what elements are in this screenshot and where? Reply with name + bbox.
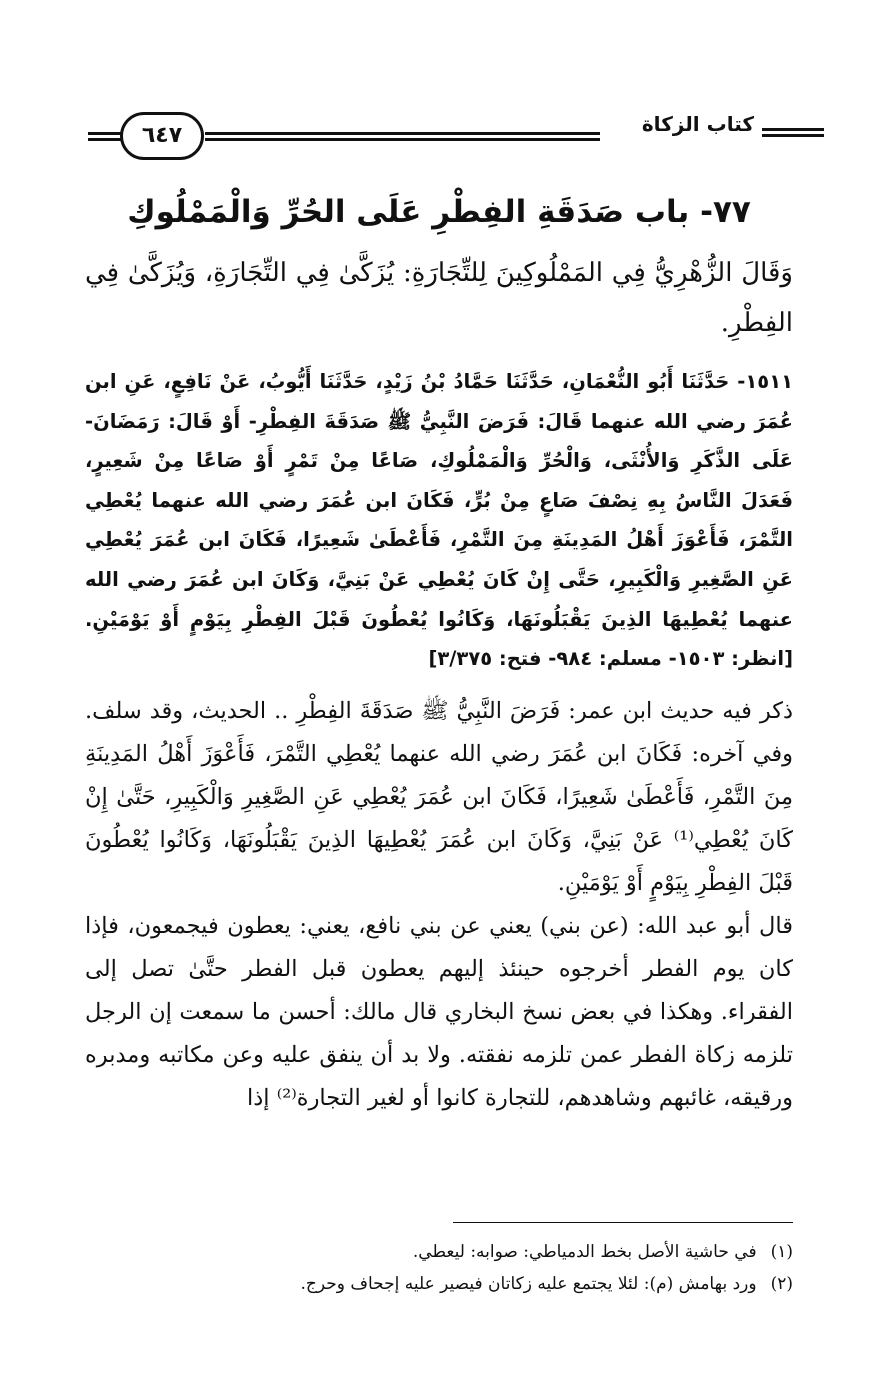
page-number: ٦٤٧ bbox=[120, 112, 204, 160]
footnote-text: ورد بهامش (م): لئلا يجتمع عليه زكاتان فيصير عليه إجحاف وحرج. bbox=[300, 1274, 757, 1294]
footnote-number: (٢) bbox=[770, 1274, 793, 1294]
chapter-intro: وَقَالَ الزُّهْرِيُّ فِي المَمْلُوكِينَ لِلتِّجَارَةِ: يُزَكَّىٰ فِي التِّجَارَةِ، وَيُزَكَّىٰ فِي الفِطْرِ. bbox=[85, 258, 793, 338]
header-rule-right bbox=[762, 128, 824, 137]
footnote-divider bbox=[453, 1222, 793, 1223]
running-header-title: كتاب الزكاة bbox=[641, 112, 754, 136]
commentary-paragraph-1: ذكر فيه حديث ابن عمر: فَرَضَ النَّبِيُّ ﷺ صَدَقَةَ الفِطْرِ .. الحديث، وقد سلف. وفي آخره: فَكَانَ ابن عُمَرَ رضي الله عنهما يُعْطِي التَّمْرَ، فَأَعْوَزَ أَهْلُ المَدِينَةِ مِنَ التَّمْرِ، فَأَعْطَىٰ شَعِيرًا، فَكَانَ ابن عُمَرَ يُعْطِي عَنِ الصَّغِيرِ وَالْكَبِيرِ، حَتَّىٰ إِنْ كَانَ يُعْطِي⁽¹⁾ عَنْ بَنِيَّ، وَكَانَ ابن عُمَرَ يُعْطِيهَا الذِينَ يَقْبَلُونَهَا، وَكَانُوا يُعْطُونَ قَبْلَ الفِطْرِ بِيَوْمٍ أَوْ يَوْمَيْنِ. bbox=[85, 698, 793, 896]
commentary bbox=[85, 690, 793, 1120]
chapter-heading: ٧٧- باب صَدَقَةِ الفِطْرِ عَلَى الحُرِّ وَالْمَمْلُوكِ bbox=[127, 194, 751, 230]
footnote-number: (١) bbox=[770, 1242, 793, 1262]
footnote-2 bbox=[85, 1268, 793, 1300]
footnote-1 bbox=[85, 1236, 793, 1268]
footnote-text: في حاشية الأصل بخط الدمياطي: صوابه: ليعطي. bbox=[412, 1242, 757, 1262]
footnotes bbox=[85, 1236, 793, 1300]
hadith-text: ١٥١١- حَدَّثَنَا أَبُو النُّعْمَانِ، حَدَّثَنَا حَمَّادُ بْنُ زَيْدٍ، حَدَّثَنَا أَيُّوبُ، عَنْ نَافِعٍ، عَنِ ابن عُمَرَ رضي الله عنهما قَالَ: فَرَضَ النَّبِيُّ ﷺ صَدَقَةَ الفِطْرِ- أَوْ قَالَ: رَمَضَانَ- عَلَى الذَّكَرِ وَالأُنْثَى، وَالْحُرِّ وَالْمَمْلُوكِ، صَاعًا مِنْ تَمْرٍ أَوْ صَاعًا مِنْ شَعِيرٍ، فَعَدَلَ النَّاسُ بِهِ نِصْفَ صَاعٍ مِنْ بُرٍّ، فَكَانَ ابن عُمَرَ رضي الله عنهما يُعْطِي التَّمْرَ، فَأَعْوَزَ أَهْلُ المَدِينَةِ مِنَ التَّمْرِ، فَأَعْطَىٰ شَعِيرًا، فَكَانَ ابن عُمَرَ يُعْطِي عَنِ الصَّغِيرِ وَالْكَبِيرِ، حَتَّى إِنْ كَانَ يُعْطِي عَنْ بَنِيَّ، وَكَانَ ابن عُمَرَ رضي الله عنهما يُعْطِيهَا الذِينَ يَقْبَلُونَهَا، وَكَانُوا يُعْطُونَ قَبْلَ الفِطْرِ بِيَوْمٍ أَوْ يَوْمَيْنِ. [انظر: ١٥٠٣- مسلم: ٩٨٤- فتح: ٣/٣٧٥] bbox=[85, 370, 793, 671]
commentary-paragraph-2: قال أبو عبد الله: (عن بني) يعني عن بني نافع، يعني: يعطون فيجمعون، فإذا كان يوم الفطر أخرجوه حينئذ إليهم يعطون قبل الفطر حتَّىٰ تصل إلى الفقراء. وهكذا في بعض نسخ البخاري قال مالك: أحسن ما سمعت إن الرجل تلزمه زكاة الفطر عمن تلزمه نفقته. ولا بد أن ينفق عليه وعن مكاتبه ومدبره ورقيقه، غائبهم وشاهدهم، للتجارة كانوا أو لغير التجارة⁽²⁾ إذا bbox=[85, 913, 793, 1111]
header-rule-long bbox=[205, 132, 600, 141]
header-rule-left bbox=[88, 132, 123, 141]
